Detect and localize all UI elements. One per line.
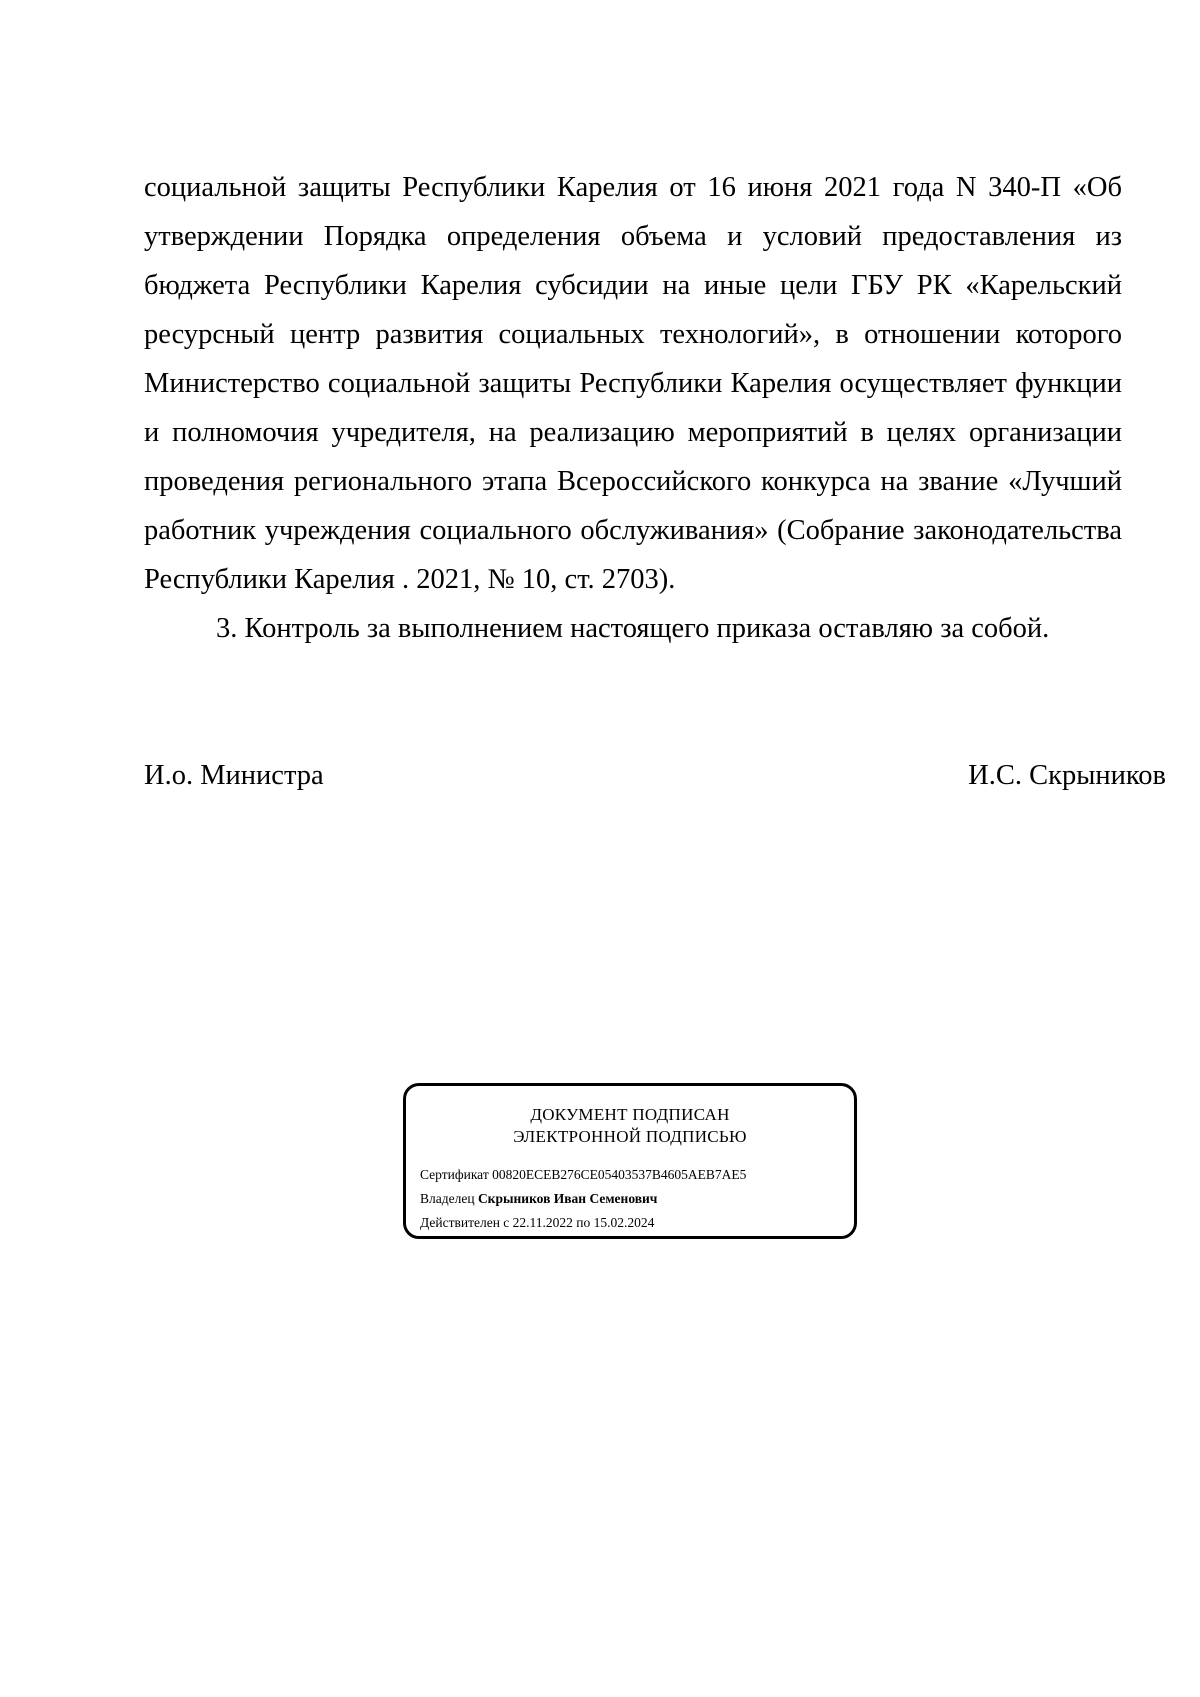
certificate-value: 00820ECEB276CE05403537B4605AEB7AE5 bbox=[492, 1167, 747, 1182]
valid-to: 15.02.2024 bbox=[593, 1215, 655, 1230]
stamp-title-line-2: ЭЛЕКТРОННОЙ ПОДПИСЬЮ bbox=[513, 1127, 747, 1146]
stamp-validity-row bbox=[420, 1214, 654, 1232]
owner-label: Владелец bbox=[420, 1191, 475, 1206]
signatory-position: И.о. Министра bbox=[144, 760, 324, 791]
body-line-4: ресурсный центр развития социальных технологий», в отношении которого bbox=[144, 319, 1122, 350]
stamp-owner-row bbox=[420, 1190, 657, 1208]
body-line-8: работник учреждения социального обслуживания» (Собрание законодательства bbox=[144, 515, 1122, 546]
stamp-certificate-row bbox=[420, 1166, 746, 1184]
valid-to-label: по bbox=[576, 1215, 591, 1230]
signatory-name: И.С. Скрыников bbox=[968, 760, 1166, 791]
body-line-9: Республики Карелия . 2021, № 10, ст. 2703). bbox=[144, 564, 676, 595]
body-line-6: и полномочия учредителя, на реализацию мероприятий в целях организации bbox=[144, 417, 1122, 448]
owner-value: Скрыников Иван Семенович bbox=[477, 1191, 658, 1206]
certificate-label: Сертификат bbox=[420, 1167, 489, 1182]
electronic-signature-stamp bbox=[403, 1083, 857, 1239]
body-line-5: Министерство социальной защиты Республики Карелия осуществляет функции bbox=[144, 368, 1122, 399]
item-3-paragraph: 3. Контроль за выполнением настоящего приказа оставляю за собой. bbox=[216, 613, 1050, 644]
valid-label: Действителен с bbox=[420, 1215, 510, 1230]
body-line-7: проведения регионального этапа Всероссийского конкурса на звание «Лучший bbox=[144, 466, 1122, 497]
body-line-1: социальной защиты Республики Карелия от 16 июня 2021 года N 340-П «Об bbox=[144, 172, 1122, 203]
body-line-2: утверждении Порядка определения объема и условий предоставления из bbox=[144, 221, 1122, 252]
body-line-3: бюджета Республики Карелия субсидии на иные цели ГБУ РК «Карельский bbox=[144, 270, 1122, 301]
valid-from: 22.11.2022 bbox=[512, 1215, 573, 1230]
stamp-title-line-1: ДОКУМЕНТ ПОДПИСАН bbox=[530, 1105, 730, 1124]
